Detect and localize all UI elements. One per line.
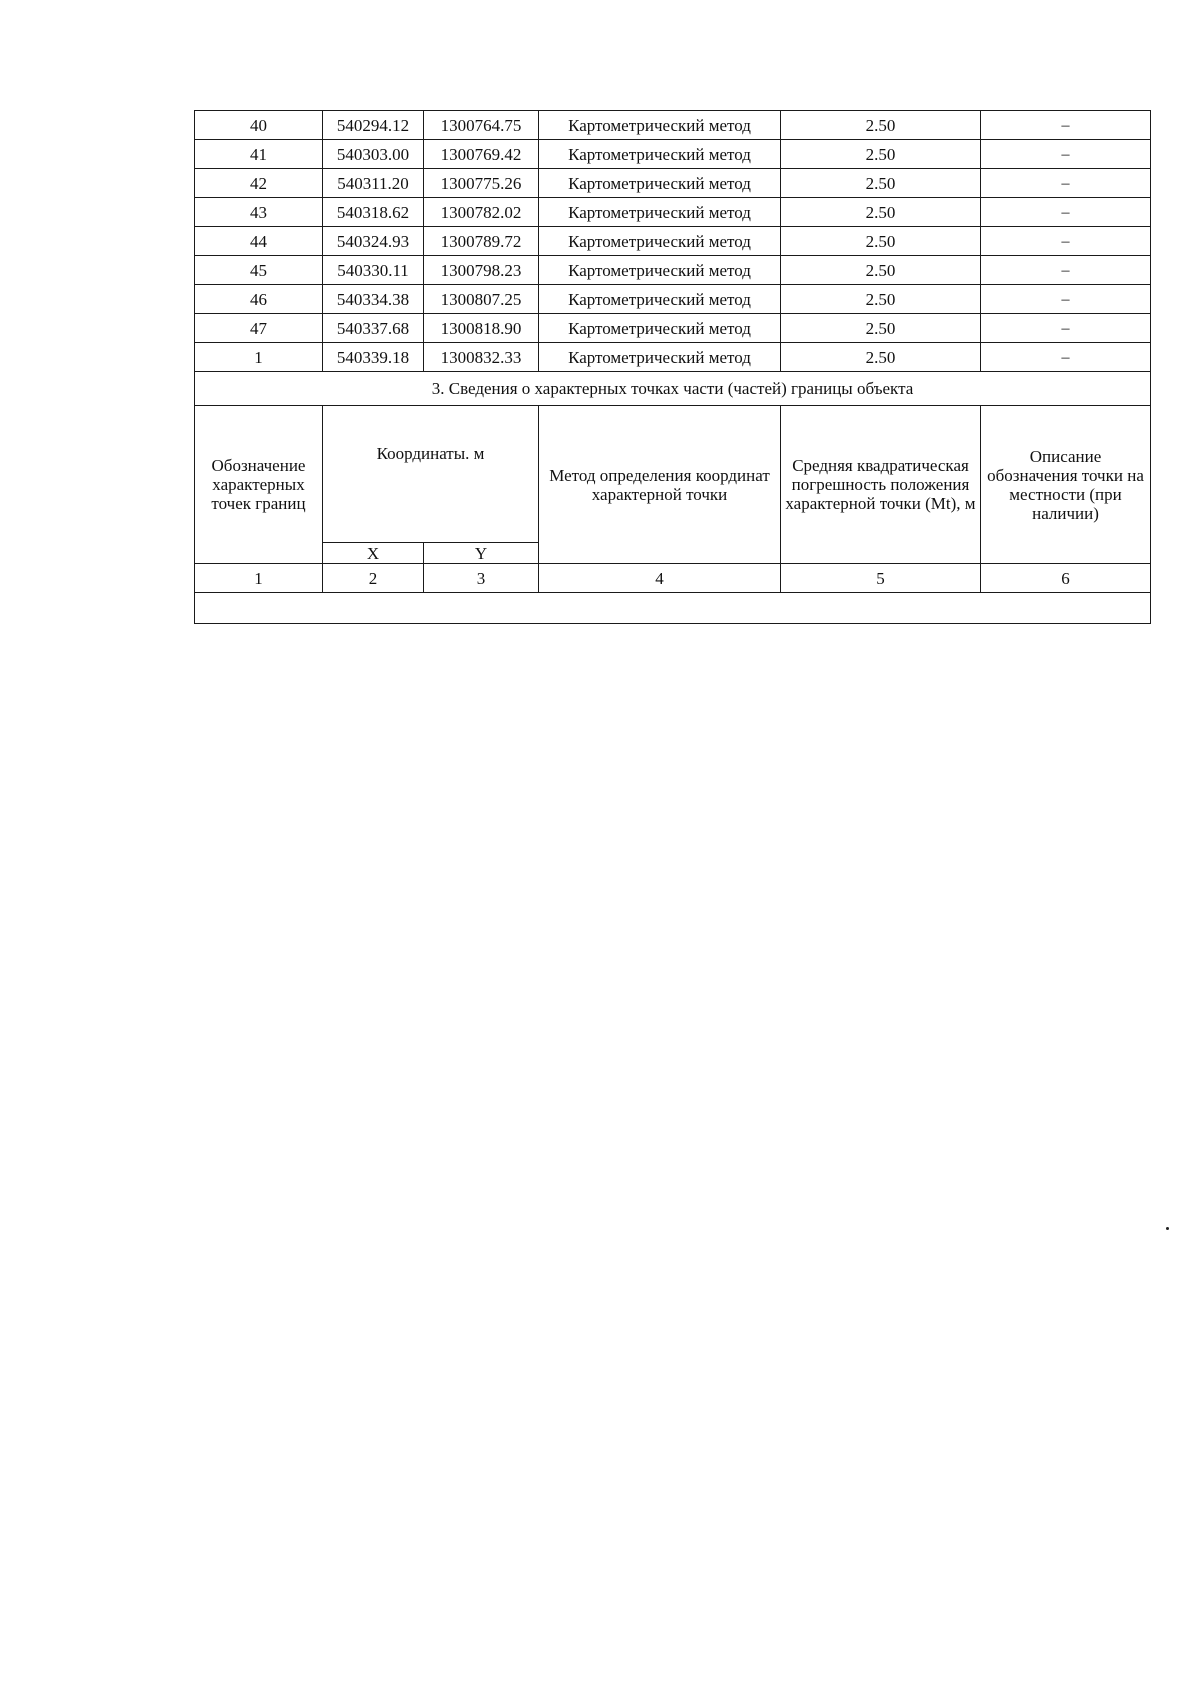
point-number-cell: 45: [195, 256, 323, 285]
y-coordinate-cell: 1300764.75: [424, 111, 539, 140]
x-coordinate-cell: 540294.12: [323, 111, 424, 140]
mt-cell: 2.50: [781, 314, 981, 343]
table-row: [195, 111, 1151, 140]
table-row: [195, 169, 1151, 198]
x-coordinate-cell: 540330.11: [323, 256, 424, 285]
x-coordinate-cell: 540303.00: [323, 140, 424, 169]
boundary-points-table: [194, 110, 1151, 624]
point-designation-header: Обозначение характерных точек границ: [195, 406, 323, 564]
x-coordinate-cell: 540334.38: [323, 285, 424, 314]
description-cell: –: [981, 285, 1151, 314]
y-coordinate-cell: 1300769.42: [424, 140, 539, 169]
section-title-row: [195, 372, 1151, 406]
mt-cell: 2.50: [781, 198, 981, 227]
column-number: 5: [781, 564, 981, 593]
x-coordinate-cell: 540318.62: [323, 198, 424, 227]
mt-cell: 2.50: [781, 111, 981, 140]
y-coordinate-cell: 1300832.33: [424, 343, 539, 372]
mt-cell: 2.50: [781, 343, 981, 372]
column-number: 3: [424, 564, 539, 593]
y-coordinate-cell: 1300775.26: [424, 169, 539, 198]
mt-cell: 2.50: [781, 140, 981, 169]
x-coordinate-cell: 540324.93: [323, 227, 424, 256]
table-row: [195, 227, 1151, 256]
y-header: Y: [424, 543, 539, 564]
y-coordinate-cell: 1300818.90: [424, 314, 539, 343]
mt-cell: 2.50: [781, 227, 981, 256]
point-number-cell: 41: [195, 140, 323, 169]
description-cell: –: [981, 111, 1151, 140]
method-cell: Картометрический метод: [539, 169, 781, 198]
mt-header: Средняя квадратическая погрешность положения характерной точки (Mt), м: [781, 406, 981, 564]
table-row: [195, 285, 1151, 314]
column-number: 2: [323, 564, 424, 593]
mt-cell: 2.50: [781, 285, 981, 314]
method-cell: Картометрический метод: [539, 227, 781, 256]
description-header: Описание обозначения точки на местности (при наличии): [981, 406, 1151, 564]
table-row: [195, 140, 1151, 169]
description-cell: –: [981, 169, 1151, 198]
method-cell: Картометрический метод: [539, 140, 781, 169]
mt-cell: 2.50: [781, 256, 981, 285]
description-cell: –: [981, 227, 1151, 256]
column-number: 6: [981, 564, 1151, 593]
mt-cell: 2.50: [781, 169, 981, 198]
x-coordinate-cell: 540337.68: [323, 314, 424, 343]
point-number-cell: 44: [195, 227, 323, 256]
header-row: [195, 406, 1151, 543]
section-3-title: 3. Сведения о характерных точках части (частей) границы объекта: [195, 372, 1151, 406]
method-cell: Картометрический метод: [539, 256, 781, 285]
empty-row: [195, 593, 1151, 624]
method-cell: Картометрический метод: [539, 111, 781, 140]
description-cell: –: [981, 256, 1151, 285]
y-coordinate-cell: 1300798.23: [424, 256, 539, 285]
x-header: X: [323, 543, 424, 564]
scan-speck: [1166, 1227, 1169, 1230]
y-coordinate-cell: 1300807.25: [424, 285, 539, 314]
method-header: Метод определения координат характерной точки: [539, 406, 781, 564]
method-cell: Картометрический метод: [539, 285, 781, 314]
point-number-cell: 46: [195, 285, 323, 314]
x-coordinate-cell: 540339.18: [323, 343, 424, 372]
point-number-cell: 42: [195, 169, 323, 198]
method-cell: Картометрический метод: [539, 198, 781, 227]
column-number: 4: [539, 564, 781, 593]
description-cell: –: [981, 140, 1151, 169]
table-row: [195, 343, 1151, 372]
point-number-cell: 40: [195, 111, 323, 140]
table-row: [195, 314, 1151, 343]
y-coordinate-cell: 1300789.72: [424, 227, 539, 256]
column-numbers-row: [195, 564, 1151, 593]
table-row: [195, 198, 1151, 227]
point-number-cell: 1: [195, 343, 323, 372]
x-coordinate-cell: 540311.20: [323, 169, 424, 198]
description-cell: –: [981, 343, 1151, 372]
empty-cell: [195, 593, 1151, 624]
method-cell: Картометрический метод: [539, 343, 781, 372]
table-row: [195, 256, 1151, 285]
point-number-cell: 47: [195, 314, 323, 343]
description-cell: –: [981, 314, 1151, 343]
coordinates-header: Координаты. м: [323, 406, 539, 543]
method-cell: Картометрический метод: [539, 314, 781, 343]
y-coordinate-cell: 1300782.02: [424, 198, 539, 227]
point-number-cell: 43: [195, 198, 323, 227]
description-cell: –: [981, 198, 1151, 227]
column-number: 1: [195, 564, 323, 593]
